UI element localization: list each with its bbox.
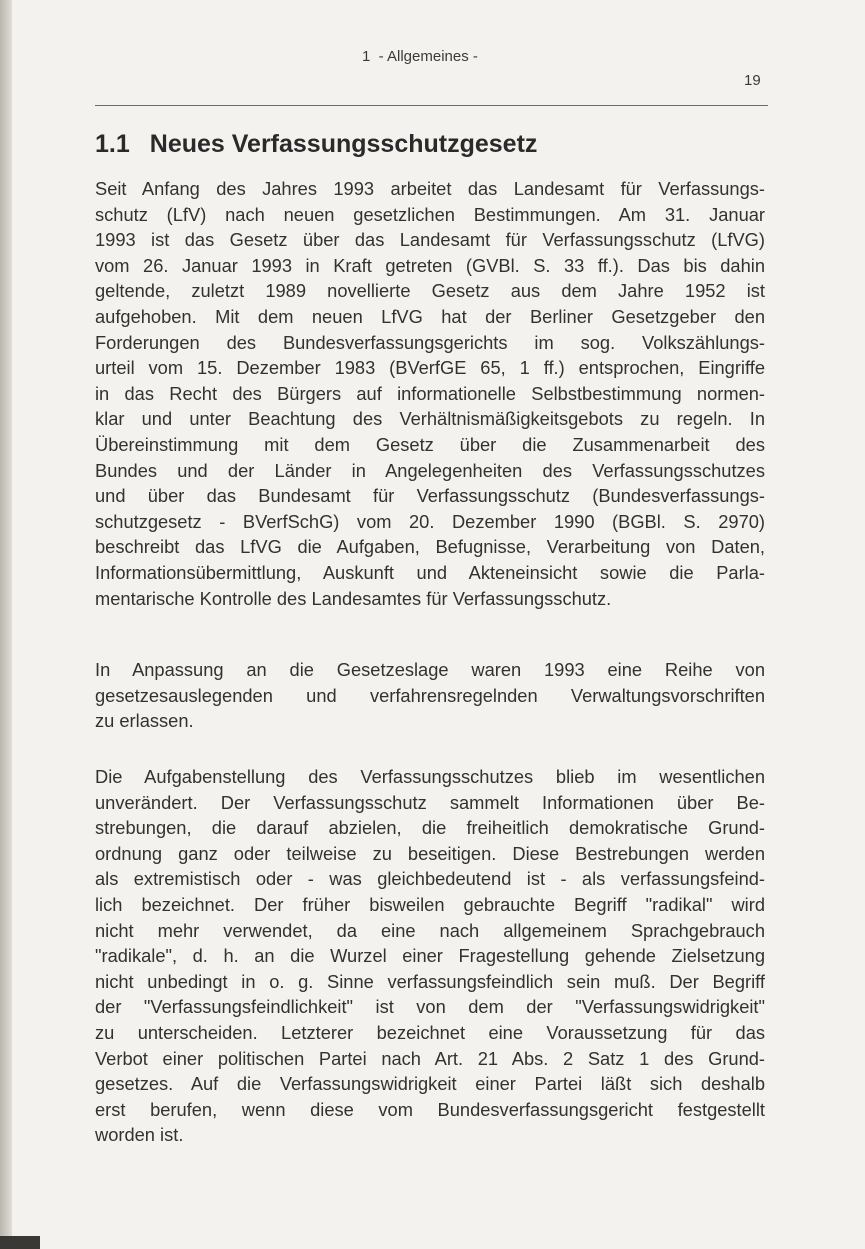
text-line: Bundes und der Länder in Angelegenheiten des Verfassungsschutzes	[95, 459, 765, 481]
paragraph	[95, 657, 765, 734]
section-heading	[95, 130, 537, 159]
text-line: worden ist.	[95, 1124, 184, 1146]
text-line: urteil vom 15. Dezember 1983 (BVerfGE 65, 1 ff.) entsprochen, Eingriffe	[95, 357, 765, 379]
text-line: geltende, zuletzt 1989 novellierte Gesetz aus dem Jahre 1952 ist	[95, 280, 765, 302]
text-line: unverändert. Der Verfassungsschutz sammelt Informationen über Be-	[95, 791, 765, 813]
text-line: mentarische Kontrolle des Landesamtes für Verfassungsschutz.	[95, 587, 612, 609]
text-line: klar und unter Beachtung des Verhältnismäßigkeitsgebots zu regeln. In	[95, 408, 765, 430]
text-line: zu erlassen.	[95, 710, 194, 732]
text-line: Forderungen des Bundesverfassungsgerichts im sog. Volkszählungs-	[95, 331, 765, 353]
text-line: lich bezeichnet. Der früher bisweilen gebrauchte Begriff "radikal" wird	[95, 893, 765, 915]
text-line: Seit Anfang des Jahres 1993 arbeitet das Landesamt für Verfassungs-	[95, 178, 765, 199]
text-line: schutz (LfV) nach neuen gesetzlichen Bestimmungen. Am 31. Januar	[95, 203, 765, 225]
section-number: 1.1	[95, 130, 130, 158]
text-line: in das Recht des Bürgers auf informationelle Selbstbestimmung normen-	[95, 382, 765, 404]
text-line: gesetzes. Auf die Verfassungswidrigkeit einer Partei läßt sich deshalb	[95, 1073, 765, 1095]
text-line: strebungen, die darauf abzielen, die freiheitlich demokratische Grund-	[95, 817, 765, 839]
text-line: vom 26. Januar 1993 in Kraft getreten (GVBl. S. 33 ff.). Das bis dahin	[95, 254, 765, 276]
text-line: aufgehoben. Mit dem neuen LfVG hat der Berliner Gesetzgeber den	[95, 305, 765, 327]
text-line: der "Verfassungsfeindlichkeit" ist von dem der "Verfassungswidrigkeit"	[95, 996, 765, 1018]
page-number: 19	[744, 72, 761, 89]
text-line: nicht mehr verwendet, da eine nach allgemeinem Sprachgebrauch	[95, 919, 765, 941]
text-line: schutzgesetz - BVerfSchG) vom 20. Dezember 1990 (BGBl. S. 2970)	[95, 510, 765, 532]
text-line: als extremistisch oder - was gleichbedeutend ist - als verfassungsfeind-	[95, 868, 765, 890]
header-rule	[95, 105, 768, 106]
text-line: nicht unbedingt in o. g. Sinne verfassungsfeindlich sein muß. Der Begriff	[95, 970, 765, 992]
text-line: Übereinstimmung mit dem Gesetz über die Zusammenarbeit des	[95, 433, 765, 455]
text-line: Die Aufgabenstellung des Verfassungsschutzes blieb im wesentlichen	[95, 766, 765, 787]
text-line: beschreibt das LfVG die Aufgaben, Befugnisse, Verarbeitung von Daten,	[95, 536, 765, 558]
text-line: ordnung ganz oder teilweise zu beseitigen. Diese Bestrebungen werden	[95, 842, 765, 864]
text-line: Verbot einer politischen Partei nach Art. 21 Abs. 2 Satz 1 des Grund-	[95, 1047, 765, 1069]
text-line: Informationsübermittlung, Auskunft und Akteneinsicht sowie die Parla-	[95, 561, 765, 583]
text-line: gesetzesauslegenden und verfahrensregelnden Verwaltungsvorschriften	[95, 684, 765, 706]
scan-corner-mark	[0, 1236, 40, 1249]
paragraph	[95, 764, 765, 1148]
text-line: "radikale", d. h. an die Wurzel einer Fragestellung gehende Zielsetzung	[95, 945, 765, 967]
text-line: zu unterscheiden. Letzterer bezeichnet eine Voraussetzung für das	[95, 1021, 765, 1043]
text-line: 1993 ist das Gesetz über das Landesamt für Verfassungsschutz (LfVG)	[95, 229, 765, 251]
text-line: In Anpassung an die Gesetzeslage waren 1993 eine Reihe von	[95, 659, 765, 680]
text-line: erst berufen, wenn diese vom Bundesverfassungsgericht festgestellt	[95, 1098, 765, 1120]
paragraph	[95, 176, 765, 611]
text-line: und über das Bundesamt für Verfassungsschutz (Bundesverfassungs-	[95, 485, 765, 507]
section-title: Neues Verfassungsschutzgesetz	[149, 130, 538, 158]
running-head: 1 - Allgemeines -	[362, 48, 478, 65]
